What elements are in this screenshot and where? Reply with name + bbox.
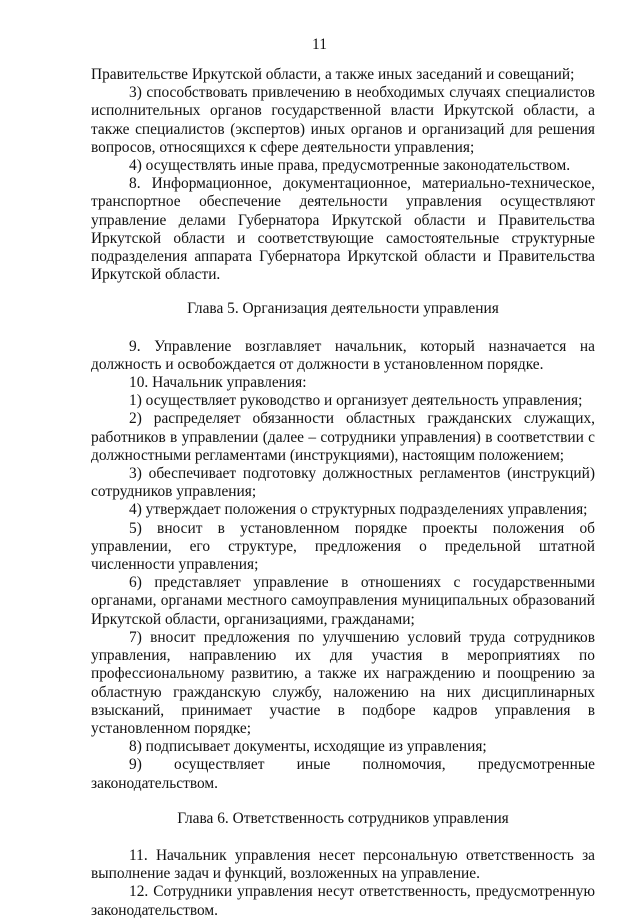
paragraph-12: 12. Сотрудники управления несут ответственность, предусмотренную законодательством.: [91, 883, 595, 919]
paragraph-10: 10. Начальник управления:: [129, 374, 307, 392]
paragraph-item-3: 3) способствовать привлечению в необходимых случаях специалистов исполнительных органов государственной власти Иркутской области, а также специалистов (экспертов) иных органов и организаций для решения вопросов, относящихся к сфере деятельности управления;: [91, 84, 595, 156]
paragraph-item-4: 4) осуществлять иные права, предусмотренные законодательством.: [129, 157, 571, 175]
paragraph-10-item-1: 1) осуществляет руководство и организует деятельность управления;: [129, 392, 583, 410]
paragraph-8: 8. Информационное, документационное, материально-техническое, транспортное обеспечение деятельности управления осуществляют управление делами Губернатора Иркутской области и Правительства Иркутской области и соответствующие самостоятельные структурные подразделения аппарата Губернатора Иркутской области и Правительства Иркутской области.: [91, 175, 595, 284]
paragraph-10-item-5: 5) вносит в установленном порядке проекты положения об управлении, его структуре, предложения о предельной штатной численности управления;: [91, 519, 595, 574]
paragraph-10-item-3: 3) обеспечивает подготовку должностных регламентов (инструкций) сотрудников управления;: [91, 465, 595, 501]
paragraph-10-item-6: 6) представляет управление в отношениях с государственными органами, органами местного самоуправления муниципальных образований Иркутской области, организациями, гражданами;: [91, 574, 595, 628]
paragraph-continuation: Правительстве Иркутской области, а также иных заседаний и совещаний;: [91, 66, 575, 83]
chapter-5-heading: Глава 5. Организация деятельности управления: [187, 300, 499, 318]
paragraph-10-item-8: 8) подписывает документы, исходящие из управления;: [129, 738, 487, 756]
paragraph-10-item-4: 4) утверждает положения о структурных подразделениях управления;: [129, 501, 588, 519]
paragraph-10-item-7: 7) вносит предложения по улучшению условий труда сотрудников управления, направлению их для участия в мероприятиях по профессиональному развитию, а также их награждению и поощрению за областную гражданскую службу, наложению на них дисциплинарных взысканий, принимает участие в подборе кадров управления в установленном порядке;: [91, 628, 595, 737]
paragraph-11: 11. Начальник управления несет персональную ответственность за выполнение задач и функций, возложенных на управление.: [91, 846, 595, 883]
chapter-6-heading: Глава 6. Ответственность сотрудников управления: [177, 809, 509, 827]
document-body: [91, 66, 595, 920]
paragraph-10-item-9: 9) осуществляет иные полномочия, предусмотренные законодательством.: [91, 756, 595, 792]
page-number: 11: [312, 36, 327, 53]
paragraph-9: 9. Управление возглавляет начальник, который назначается на должность и освобождается от должности в установленном порядке.: [91, 337, 595, 373]
paragraph-10-item-2: 2) распределяет обязанности областных гражданских служащих, работников в управлении (далее – сотрудники управления) в соответствии с должностными регламентами (инструкциями), настоящим положением;: [91, 410, 595, 464]
